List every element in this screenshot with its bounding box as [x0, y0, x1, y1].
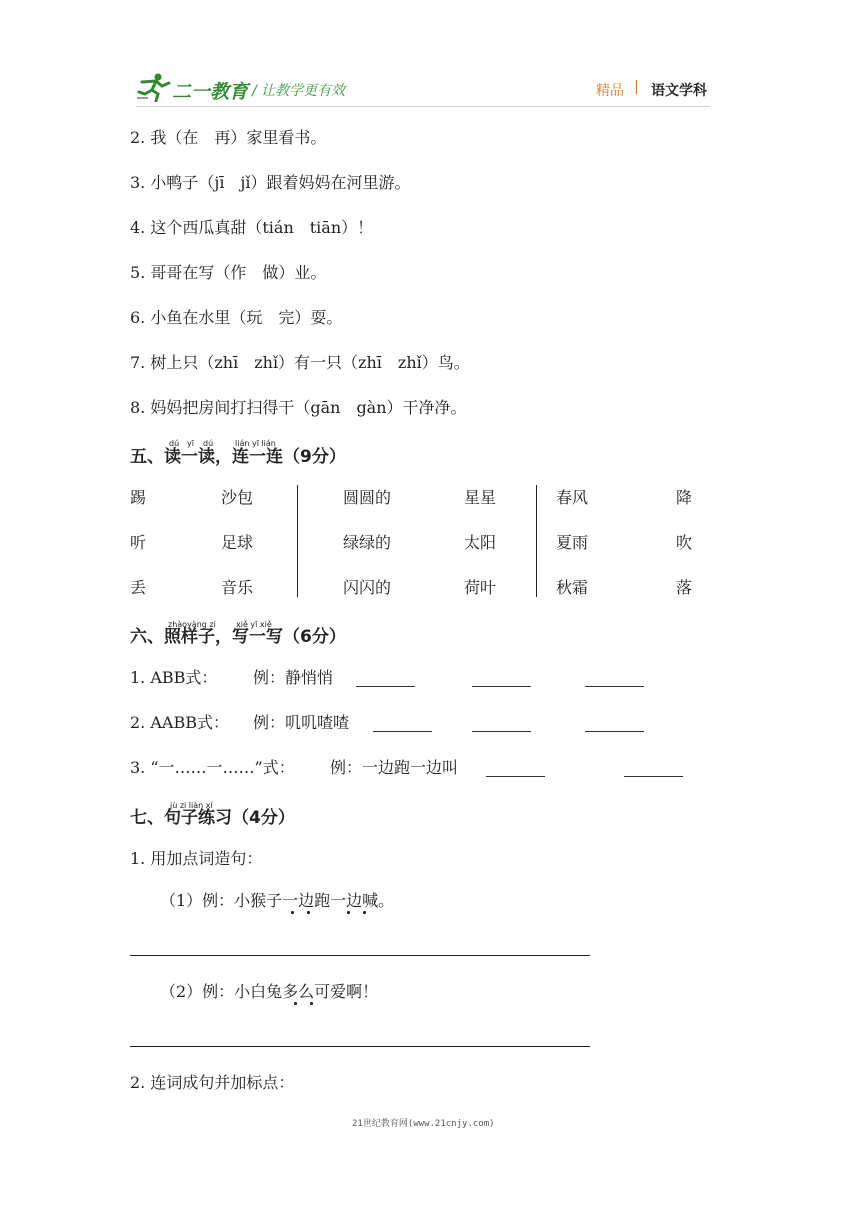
yi-yi-label: 3. “一……一……”式： — [130, 758, 295, 777]
answer-blank[interactable] — [373, 731, 432, 732]
cell: 圆圆的 — [343, 488, 392, 507]
cell: 沙包 — [221, 488, 254, 507]
cell: 绿绿的 — [343, 533, 392, 552]
pinyin-du: dú — [169, 439, 180, 448]
aabb-example: 例：叽叽喳喳 — [253, 713, 350, 732]
item-6: 6. 小鱼在水里（玩 完）耍。 — [130, 308, 343, 327]
column-divider — [536, 485, 537, 597]
cell: 踢 — [130, 488, 147, 507]
cell: 听 — [130, 533, 147, 552]
emphasis-dot — [291, 911, 294, 914]
emphasis-dot — [347, 911, 350, 914]
q1-prompt: 1. 用加点词造句： — [130, 849, 263, 868]
pinyin-du2: dú — [203, 439, 214, 448]
cell: 降 — [676, 488, 693, 507]
slogan: / 让教学更有效 — [252, 83, 346, 99]
runner-logo-icon — [136, 72, 172, 102]
pinyin-juzi: jù zi liàn xí — [170, 801, 213, 810]
section6-title: 六、照样子，写一写（6分） — [130, 627, 346, 647]
answer-line[interactable] — [130, 1046, 590, 1047]
cell: 音乐 — [221, 578, 254, 597]
answer-line[interactable] — [130, 955, 590, 956]
answer-blank[interactable] — [624, 776, 683, 777]
abb-label: 1. ABB式： — [130, 668, 218, 687]
abb-example: 例：静悄悄 — [253, 668, 334, 687]
section7-title: 七、句子练习（4分） — [130, 808, 295, 828]
item-4: 4. 这个西瓜真甜（tián tiān）！ — [130, 218, 374, 237]
item-5: 5. 哥哥在写（作 做）业。 — [130, 263, 327, 282]
pinyin-yi: yī — [187, 439, 194, 448]
item-2: 2. 我（在 再）家里看书。 — [130, 128, 327, 147]
cell: 闪闪的 — [343, 578, 392, 597]
cell: 太阳 — [464, 533, 497, 552]
item-3: 3. 小鸭子（jī jǐ）跟着妈妈在河里游。 — [130, 173, 411, 192]
header — [0, 0, 860, 110]
cell: 足球 — [221, 533, 254, 552]
answer-blank[interactable] — [585, 731, 644, 732]
brand-label: 精品 — [596, 83, 624, 99]
q2-prompt: 2. 连词成句并加标点： — [130, 1073, 295, 1092]
q1a-example: （1）例：小猴子一边跑一边喊。 — [160, 891, 395, 910]
subject-label: 语文学科 — [651, 83, 707, 99]
emphasis-dot — [310, 1002, 313, 1005]
pinyin-zhaoyang: zhàoyàng zi — [168, 620, 216, 629]
item-7: 7. 树上只（zhī zhǐ）有一只（zhī zhǐ）鸟。 — [130, 353, 470, 372]
section5-title: 五、读一读，连一连（9分） — [130, 447, 346, 467]
emphasis-dot — [363, 911, 366, 914]
pinyin-lian: lián yī lián — [235, 439, 276, 448]
answer-blank[interactable] — [472, 686, 531, 687]
cell: 春风 — [556, 488, 589, 507]
cell: 落 — [676, 578, 693, 597]
emphasis-dot — [294, 1002, 297, 1005]
answer-blank[interactable] — [486, 776, 545, 777]
cell: 丢 — [130, 578, 147, 597]
cell: 秋霜 — [556, 578, 589, 597]
emphasis-dot — [307, 911, 310, 914]
answer-blank[interactable] — [585, 686, 644, 687]
cell: 夏雨 — [556, 533, 589, 552]
q1b-example: （2）例：小白兔多么可爱啊！ — [160, 982, 379, 1001]
header-divider: | — [634, 79, 639, 95]
answer-blank[interactable] — [472, 731, 531, 732]
answer-blank[interactable] — [356, 686, 415, 687]
logo-text: 二一教育 — [172, 81, 249, 103]
pinyin-xie: xiě yī xiě — [236, 620, 272, 629]
yi-yi-example: 例：一边跑一边叫 — [330, 758, 459, 777]
footer: 21世纪教育网(www.21cnjy.com) — [352, 1119, 495, 1129]
header-rule — [136, 106, 710, 107]
item-8: 8. 妈妈把房间打扫得干（gān gàn）干净净。 — [130, 398, 467, 417]
cell: 星星 — [464, 488, 497, 507]
cell: 吹 — [676, 533, 693, 552]
cell: 荷叶 — [464, 578, 497, 597]
column-divider — [297, 485, 298, 597]
aabb-label: 2. AABB式： — [130, 713, 229, 732]
